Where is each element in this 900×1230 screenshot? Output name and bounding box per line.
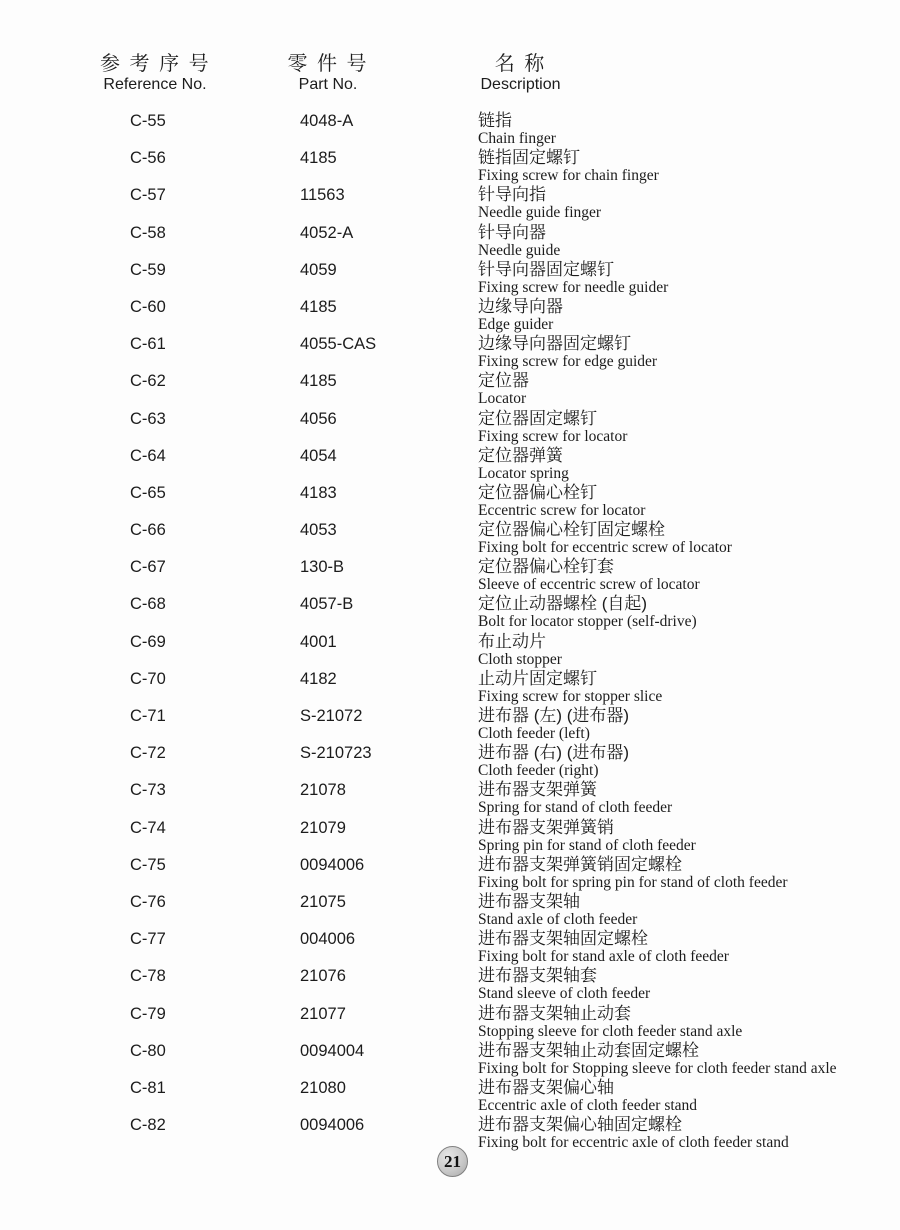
table-row — [0, 594, 900, 631]
description-zh: 进布器支架轴固定螺栓 — [478, 929, 648, 949]
part-no-cell: 21079 — [300, 818, 346, 837]
reference-no-cell: C-68 — [130, 595, 166, 614]
part-no-cell: 21075 — [300, 892, 346, 911]
header-reference-no — [100, 52, 210, 94]
part-no-cell: 4048-A — [300, 112, 354, 130]
reference-no-cell: C-70 — [130, 669, 166, 688]
part-no-cell: 0094004 — [300, 1041, 365, 1060]
description-zh: 进布器支架偏心轴 — [478, 1077, 614, 1097]
header-reference-no-zh: 参 考 序 号 — [100, 53, 211, 75]
description-en: Fixing bolt for eccentric axle of cloth feeder stand — [478, 1134, 789, 1152]
description-cell — [478, 111, 556, 149]
table-row — [0, 818, 900, 855]
table-row — [0, 483, 900, 520]
part-no-cell: 21080 — [300, 1078, 346, 1097]
description-cell — [478, 483, 645, 521]
reference-no-cell: C-57 — [130, 186, 166, 205]
description-cell — [478, 223, 560, 261]
description-zh: 链指固定螺钉 — [478, 148, 580, 168]
description-cell — [478, 929, 729, 967]
table-row — [0, 892, 900, 929]
table-row — [0, 855, 900, 892]
table-row — [0, 223, 900, 260]
part-no-cell: 4185 — [300, 372, 337, 391]
header-description-zh: 名 称 — [494, 53, 547, 75]
part-no-cell: 4052-A — [300, 223, 354, 242]
table-row — [0, 148, 900, 185]
description-en: Cloth feeder (right) — [478, 762, 599, 780]
description-en: Spring for stand of cloth feeder — [478, 799, 673, 817]
reference-no-cell: C-72 — [130, 744, 166, 763]
description-en: Sleeve of eccentric screw of locator — [478, 576, 700, 594]
reference-no-cell: C-55 — [130, 112, 166, 130]
table-row — [0, 297, 900, 334]
description-en: Fixing bolt for Stopping sleeve for cloth feeder stand axle — [478, 1059, 837, 1077]
part-no-cell: 4001 — [300, 632, 337, 651]
table-row — [0, 371, 900, 408]
table-row — [0, 520, 900, 557]
parts-table — [0, 111, 900, 1152]
reference-no-cell: C-77 — [130, 930, 166, 949]
description-en: Fixing screw for stopper slice — [478, 687, 663, 705]
description-zh: 定位器固定螺钉 — [478, 408, 597, 428]
description-en: Fixing bolt for stand axle of cloth feeder — [478, 948, 729, 966]
description-en: Stand axle of cloth feeder — [478, 910, 638, 928]
reference-no-cell: C-79 — [130, 1004, 166, 1023]
reference-no-cell: C-71 — [130, 707, 166, 725]
description-en: Cloth feeder (left) — [478, 725, 590, 742]
description-cell — [478, 409, 627, 447]
description-cell — [478, 818, 696, 856]
reference-no-cell: C-73 — [130, 781, 166, 800]
description-zh: 进布器 (左) (进布器) — [478, 706, 630, 725]
description-en: Spring pin for stand of cloth feeder — [478, 836, 696, 854]
description-en: Fixing bolt for eccentric screw of locator — [478, 539, 732, 557]
description-cell — [478, 520, 732, 558]
description-zh: 进布器支架弹簧销 — [478, 817, 614, 837]
description-zh: 定位器偏心栓钉套 — [478, 557, 614, 577]
part-no-cell: 4055-CAS — [300, 335, 377, 354]
description-zh: 定位器 — [478, 371, 529, 391]
header-description — [468, 52, 573, 94]
reference-no-cell: C-60 — [130, 297, 166, 316]
part-no-cell: S-210723 — [300, 744, 372, 763]
description-cell — [478, 1115, 789, 1153]
description-zh: 定位器偏心栓钉固定螺栓 — [478, 520, 665, 540]
table-row — [0, 111, 900, 148]
description-zh: 进布器支架轴止动套固定螺栓 — [478, 1040, 699, 1060]
header-part-no-zh: 零 件 号 — [287, 53, 369, 75]
description-cell — [478, 632, 562, 670]
description-cell — [478, 1004, 742, 1042]
description-zh: 针导向器固定螺钉 — [478, 259, 614, 279]
description-en: Chain finger — [478, 130, 556, 147]
description-cell — [478, 371, 529, 409]
description-zh: 边缘导向器固定螺钉 — [478, 334, 631, 354]
reference-no-cell: C-67 — [130, 558, 166, 577]
description-cell — [478, 446, 569, 484]
description-en: Bolt for locator stopper (self-drive) — [478, 613, 697, 631]
reference-no-cell: C-59 — [130, 260, 166, 279]
description-zh: 进布器支架轴止动套 — [478, 1003, 631, 1023]
description-zh: 布止动片 — [478, 631, 546, 651]
description-cell — [478, 706, 629, 744]
description-cell — [478, 1078, 697, 1116]
description-cell — [478, 1041, 837, 1079]
description-en: Locator — [478, 390, 527, 408]
description-en: Fixing screw for edge guider — [478, 353, 658, 371]
description-en: Eccentric screw for locator — [478, 501, 646, 519]
header-reference-no-en: Reference No. — [103, 76, 207, 93]
part-no-cell: 21078 — [300, 781, 346, 800]
table-row — [0, 669, 900, 706]
part-no-cell: 4185 — [300, 149, 337, 168]
reference-no-cell: C-61 — [130, 335, 166, 354]
description-cell — [478, 297, 563, 335]
description-en: Cloth stopper — [478, 650, 562, 668]
reference-no-cell: C-82 — [130, 1116, 166, 1135]
description-zh: 进布器支架轴套 — [478, 966, 597, 986]
part-no-cell: 21076 — [300, 967, 346, 986]
description-cell — [478, 148, 659, 186]
table-row — [0, 706, 900, 743]
table-row — [0, 1041, 900, 1078]
part-no-cell: 4053 — [300, 521, 337, 540]
table-row — [0, 966, 900, 1003]
description-zh: 链指 — [478, 111, 512, 130]
description-cell — [478, 892, 637, 930]
table-row — [0, 632, 900, 669]
description-cell — [478, 966, 650, 1004]
table-row — [0, 446, 900, 483]
reference-no-cell: C-78 — [130, 967, 166, 986]
header-part-no-en: Part No. — [298, 76, 358, 93]
header-part-no — [278, 52, 378, 94]
reference-no-cell: C-81 — [130, 1078, 166, 1097]
part-no-cell: 4182 — [300, 669, 337, 688]
description-cell — [478, 743, 629, 781]
reference-no-cell: C-76 — [130, 892, 166, 911]
description-zh: 进布器支架轴 — [478, 891, 580, 911]
reference-no-cell: C-63 — [130, 409, 166, 428]
description-zh: 针导向器 — [478, 222, 546, 242]
part-no-cell: 0094006 — [300, 1116, 365, 1135]
description-en: Needle guide finger — [478, 204, 602, 222]
table-row — [0, 1004, 900, 1041]
table-row — [0, 780, 900, 817]
table-row — [0, 1078, 900, 1115]
table-row — [0, 185, 900, 222]
reference-no-cell: C-80 — [130, 1041, 166, 1060]
description-cell — [478, 260, 668, 298]
part-no-cell: 4054 — [300, 446, 337, 465]
description-zh: 定位器弹簧 — [478, 445, 563, 465]
part-no-cell: 21077 — [300, 1004, 346, 1023]
description-zh: 止动片固定螺钉 — [478, 668, 597, 688]
description-en: Eccentric axle of cloth feeder stand — [478, 1096, 698, 1114]
table-row — [0, 743, 900, 780]
table-row — [0, 334, 900, 371]
description-zh: 进布器 (右) (进布器) — [478, 743, 630, 763]
reference-no-cell: C-74 — [130, 818, 166, 837]
reference-no-cell: C-62 — [130, 372, 166, 391]
reference-no-cell: C-65 — [130, 483, 166, 502]
reference-no-cell: C-56 — [130, 149, 166, 168]
description-cell — [478, 334, 657, 372]
part-no-cell: 4057-B — [300, 595, 354, 614]
part-no-cell: 130-B — [300, 558, 345, 577]
reference-no-cell: C-64 — [130, 446, 166, 465]
part-no-cell: 4183 — [300, 483, 337, 502]
description-en: Fixing screw for chain finger — [478, 167, 659, 185]
description-cell — [478, 669, 662, 707]
table-row — [0, 260, 900, 297]
part-no-cell: 4056 — [300, 409, 337, 428]
description-en: Needle guide — [478, 241, 561, 259]
description-zh: 进布器支架偏心轴固定螺栓 — [478, 1115, 682, 1135]
header-description-en: Description — [480, 76, 561, 93]
description-en: Fixing bolt for spring pin for stand of cloth feeder — [478, 873, 788, 891]
description-en: Fixing screw for locator — [478, 427, 628, 445]
description-en: Stopping sleeve for cloth feeder stand axle — [478, 1022, 743, 1040]
part-no-cell: 004006 — [300, 930, 356, 949]
description-cell — [478, 780, 672, 818]
description-zh: 定位器偏心栓钉 — [478, 482, 597, 502]
description-en: Locator spring — [478, 464, 569, 482]
description-zh: 边缘导向器 — [478, 296, 563, 316]
table-row — [0, 557, 900, 594]
description-zh: 针导向指 — [478, 185, 546, 205]
description-zh: 进布器支架弹簧销固定螺栓 — [478, 854, 682, 874]
page-number-badge: 21 — [437, 1146, 468, 1177]
part-no-cell: 11563 — [300, 186, 345, 205]
reference-no-cell: C-75 — [130, 855, 166, 874]
reference-no-cell: C-69 — [130, 632, 166, 651]
reference-no-cell: C-66 — [130, 521, 166, 540]
part-no-cell: 4185 — [300, 297, 337, 316]
part-no-cell: S-21072 — [300, 707, 363, 725]
description-en: Edge guider — [478, 315, 554, 333]
description-en: Stand sleeve of cloth feeder — [478, 985, 651, 1003]
part-no-cell: 4059 — [300, 260, 337, 279]
description-cell — [478, 855, 788, 893]
description-zh: 定位止动器螺栓 (自起) — [478, 594, 648, 614]
description-zh: 进布器支架弹簧 — [478, 780, 597, 800]
table-row — [0, 409, 900, 446]
table-row — [0, 929, 900, 966]
part-no-cell: 0094006 — [300, 855, 365, 874]
description-en: Fixing screw for needle guider — [478, 278, 669, 296]
reference-no-cell: C-58 — [130, 223, 166, 242]
description-cell — [478, 594, 697, 632]
description-cell — [478, 557, 700, 595]
description-cell — [478, 185, 601, 223]
